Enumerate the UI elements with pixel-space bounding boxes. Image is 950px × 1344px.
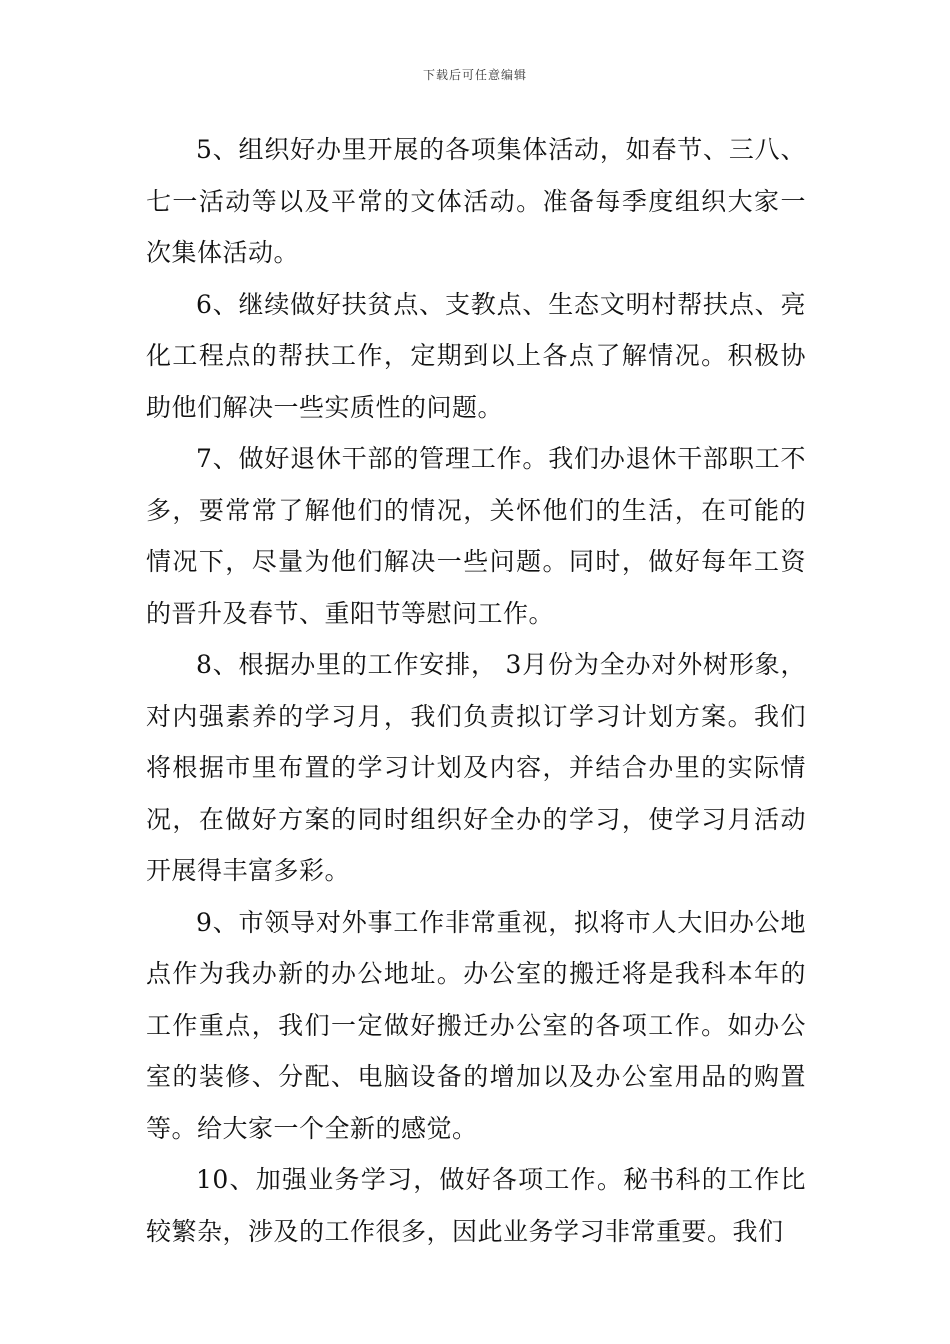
paragraph-item-7: 7、做好退休干部的管理工作。我们办退休干部职工不多，要常常了解他们的情况，关怀他们的生活，在可能的情况下，尽量为他们解决一些问题。同时，做好每年工资的晋升及春节、重阳节等慰问工作。 [146,444,806,628]
paragraph-item-8: 8、根据办里的工作安排， 3月份为全办对外树形象，对内强素养的学习月，我们负责拟订学习计划方案。我们将根据市里布置的学习计划及内容，并结合办里的实际情况，在做好方案的同时组织好全办的学习，使学习月活动开展得丰富多彩。 [146,650,806,885]
document-body [146,124,806,1257]
paragraph-item-6: 6、继续做好扶贫点、支教点、生态文明村帮扶点、亮化工程点的帮扶工作，定期到以上各点了解情况。积极协助他们解决一些实质性的问题。 [146,289,806,422]
paragraph-item-5: 5、组织好办里开展的各项集体活动，如春节、三八、七一活动等以及平常的文体活动。准备每季度组织大家一次集体活动。 [146,135,806,267]
header-note: 下载后可任意编辑 [422,68,527,82]
paragraph-item-10: 10、加强业务学习，做好各项工作。秘书科的工作比较繁杂，涉及的工作很多，因此业务学习非常重要。我们 [146,1165,806,1246]
paragraph-item-9: 9、市领导对外事工作非常重视，拟将市人大旧办公地点作为我办新的办公地址。办公室的搬迁将是我科本年的工作重点，我们一定做好搬迁办公室的各项工作。如办公室的装修、分配、电脑设备的增加以及办公室用品的购置等。给大家一个全新的感觉。 [146,907,806,1143]
